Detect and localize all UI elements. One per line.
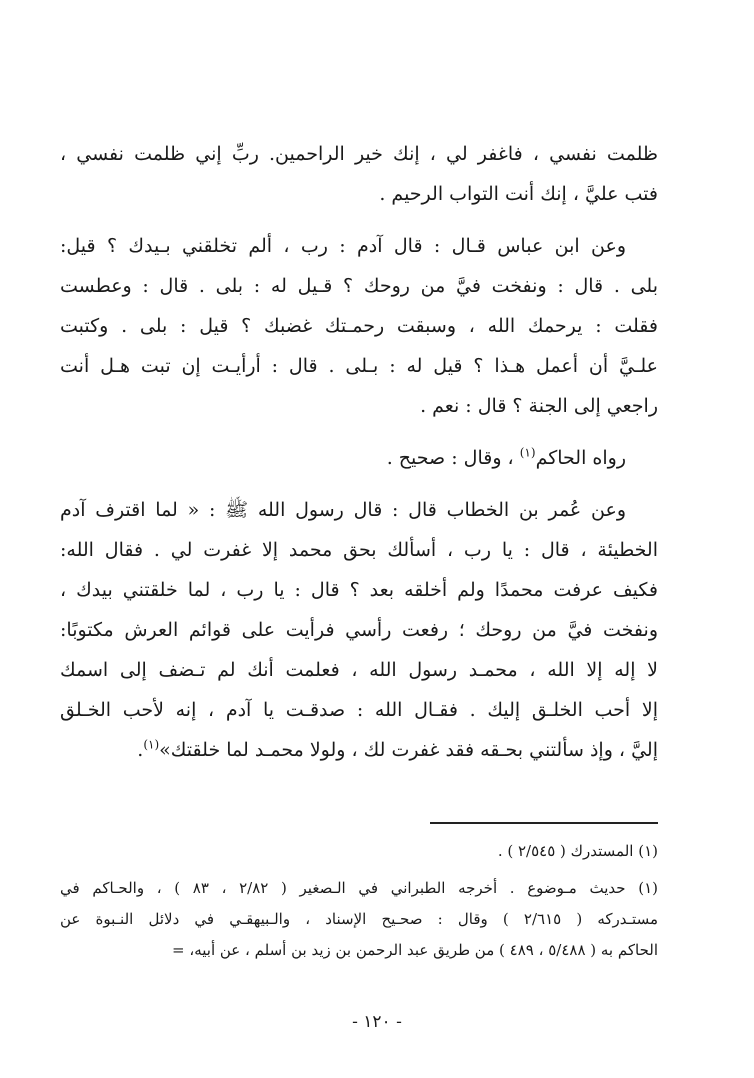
- text-line: ونفخت فيَّ من روحك ؛ رفعت رأسي فرأيت على قوائم العرش مكتوبًا:: [60, 619, 658, 641]
- text-line: لا إله إلا الله ، محمـد رسول الله ، فعلمت أنك لم تـضف إلى اسمك: [60, 659, 658, 681]
- text-segment: ، وقال : صحيح .: [386, 447, 520, 469]
- footnote: مستـدركه ( ٢/٦١٥ ) وقال : صحـيح الإسناد ، والـبيهقـي في دلائل النـبوة عن: [60, 910, 658, 928]
- footnote-divider: [430, 822, 658, 824]
- text-line: علـيَّ أن أعمل هـذا ؟ قيل له : بـلى . قال : أرأيـت إن تبت هـل أنت: [60, 355, 658, 377]
- text-line: [60, 730, 658, 770]
- text-segment: رواه الحاكم: [535, 447, 626, 469]
- footnotes: [60, 836, 658, 966]
- text-segment: إليَّ ، وإذ سألتني بحـقه فقد غفرت لك ، ولولا محمـد لما خلقتك»: [159, 739, 658, 761]
- text-line: فقلت : يرحمك الله ، وسبقت رحمـتك غضبك ؟ قيل : بلى . وكتبت: [60, 315, 658, 337]
- footnote: (١) المستدرك ( ٢/٥٤٥ ) .: [497, 842, 658, 860]
- text-line: إلا أحب الخلـق إليك . فقـال الله : صدقـت يا آدم ، إنه لأحب الخـلق: [60, 699, 658, 721]
- footnote: الحاكم به ( ٥/٤٨٨ ، ٤٨٩ ) من طريق عبد الرحمن بن زيد بن أسلم ، عن أبيه، =: [172, 941, 658, 959]
- text-line: بلى . قال : ونفخت فيَّ من روحك ؟ قـيل له : بلى . قال : وعطست: [60, 275, 658, 297]
- page-number: - ١٢٠ -: [352, 1012, 402, 1032]
- text-segment: .: [137, 739, 144, 761]
- text-line: راجعي إلى الجنة ؟ قال : نعم .: [420, 395, 658, 417]
- text-line: ظلمت نفسي ، فاغفر لي ، إنك خير الراحمين. ربِّ إني ظلمت نفسي ،: [60, 143, 658, 165]
- text-line: وعن عُمر بن الخطاب قال : قال رسول الله ﷺ : « لما اقترف آدم: [60, 499, 626, 521]
- text-line: وعن ابن عباس قـال : قال آدم : رب ، ألم تخلقني بـيدك ؟ قيل:: [60, 235, 626, 257]
- text-line: [60, 438, 658, 478]
- text-line: الخطيئة ، قال : يا رب ، أسألك بحق محمد إلا غفرت لي . فقال الله:: [60, 539, 658, 561]
- footnote: (١) حديث مـوضوع . أخرجه الطبراني في الـصغير ( ٢/٨٢ ، ٨٣ ) ، والحـاكم في: [60, 879, 658, 897]
- text-line: فكيف عرفت محمدًا ولم أخلقه بعد ؟ قال : يا رب ، لما خلقتني بيدك ،: [60, 579, 658, 601]
- footnote-marker: (١): [143, 737, 160, 752]
- text-line: فتب عليَّ ، إنك أنت التواب الرحيم .: [379, 183, 658, 205]
- footnote-marker: (١): [519, 445, 536, 460]
- main-text: [60, 134, 658, 770]
